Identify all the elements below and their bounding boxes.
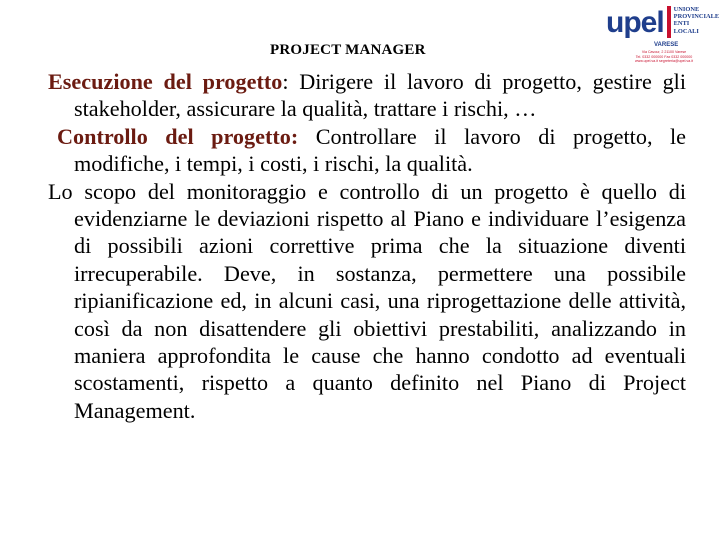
term-colon: : bbox=[282, 69, 289, 94]
logo-line: UNIONE bbox=[673, 6, 700, 13]
logo-fine-line: www.upel.va.it segreteria@upel.va.it bbox=[635, 59, 693, 64]
logo-fine-print bbox=[612, 50, 716, 64]
upel-logo bbox=[598, 2, 720, 66]
paragraph-execution bbox=[48, 68, 686, 123]
logo-mark bbox=[606, 4, 719, 38]
slide-body bbox=[48, 68, 686, 424]
execution-text: Dirigere il lavoro di progetto, gestire gli stakeholder, assicurare la qualità, trattare i rischi, … bbox=[74, 69, 686, 122]
term-execution: Esecuzione del progetto bbox=[48, 69, 283, 94]
logo-line: ENTI bbox=[673, 20, 690, 28]
logo-fine-line: Tel. 0332 000000 Fax 0332 000000 bbox=[635, 54, 693, 59]
term-control: Controllo del progetto: bbox=[57, 123, 299, 149]
control-text: Controllare il lavoro di progetto, le modifiche, i tempi, i costi, i rischi, la qualità. bbox=[74, 123, 686, 177]
logo-province: VARESE bbox=[654, 42, 679, 48]
logo-line: PROVINCIALE bbox=[673, 13, 720, 21]
logo-wordmark bbox=[674, 6, 719, 35]
paragraph-control bbox=[48, 123, 686, 178]
logo-divider bbox=[667, 6, 671, 38]
page-title: PROJECT MANAGER bbox=[270, 42, 426, 58]
monitoring-text: Lo scopo del monitoraggio e controllo di un progetto è quello di evidenziarne le deviazioni rispetto al Piano e individuare l’esigenza di possibili azioni correttive prima che la situazione diventi irrecuperabile. Deve, in sostanza, permettere una possibile ripianificazione ed, in alcuni casi, una riprogettazione delle attività, così da non disattendere gli obiettivi prestabiliti, analizzando in maniera approfondita le cause che hanno condotto ad eventuali scostamenti, rispetto a quanto definito nel Piano di Project Management. bbox=[48, 178, 686, 423]
logo-fine-line: Via Cavour, 2 21100 Varese bbox=[641, 50, 687, 54]
logo-line: LOCALI bbox=[673, 27, 699, 35]
paragraph-monitoring bbox=[48, 178, 686, 425]
logo-brand: upel bbox=[606, 6, 664, 39]
